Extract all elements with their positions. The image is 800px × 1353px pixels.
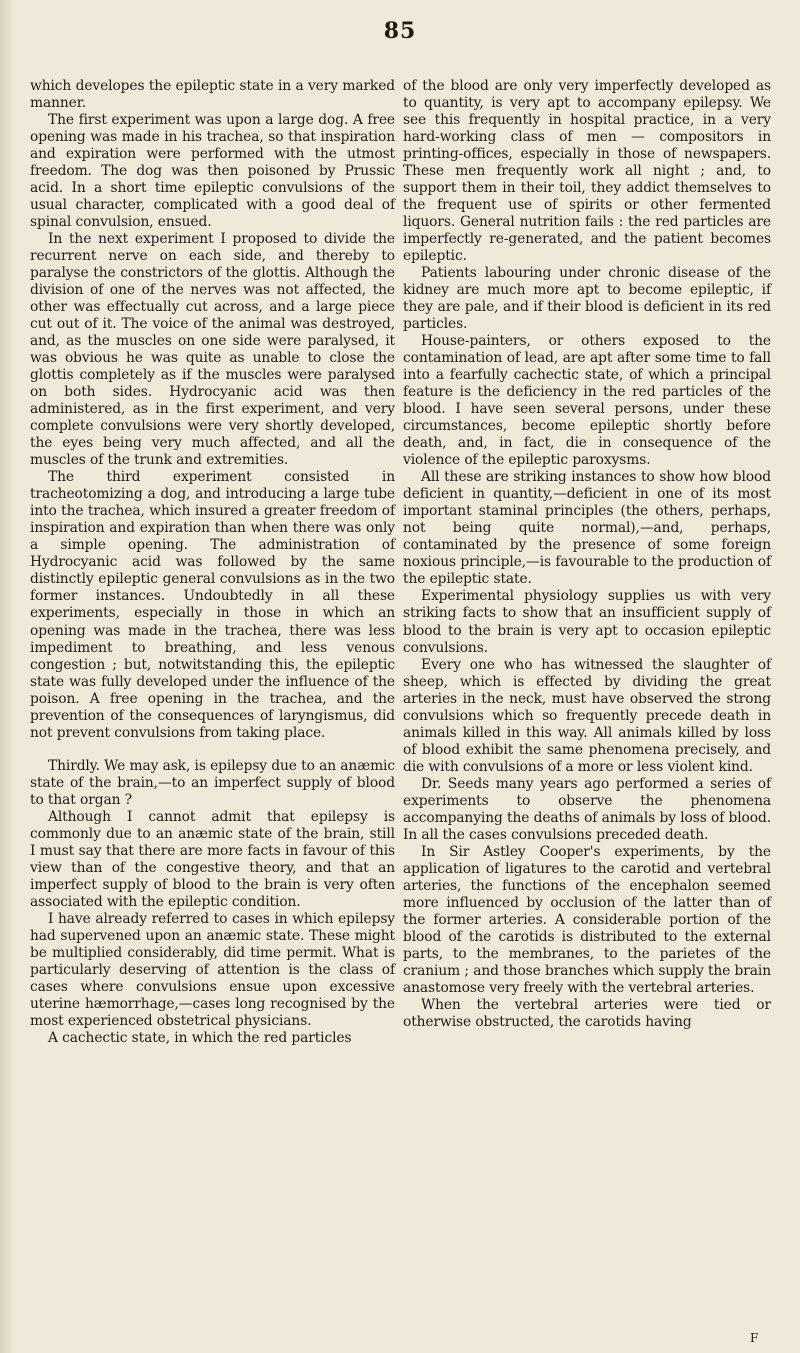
paragraph: Thirdly. We may ask, is epilepsy due to an anæmic state of the brain,—to an imperfect supply of blood to that organ ?: [30, 757, 395, 808]
paragraph: of the blood are only very imperfectly developed as to quantity, is very apt to accompany epilepsy. We see this frequently in hospital practice, in a very hard-working class of men — compositors in printing-offices, especially in those of newspapers. These men frequently work all night ; and, to support them in their toil, they addict themselves to the frequent use of spirits or other fermented liquors. General nutrition fails : the red particles are imperfectly re-generated, and the patient becomes epileptic.: [403, 78, 771, 265]
paragraph: Although I cannot admit that epilepsy is commonly due to an anæmic state of the brain, still I must say that there are more facts in favour of this view than of the congestive theory, and that an imperfect supply of blood to the brain is very often associated with the epileptic condition.: [30, 808, 395, 910]
paragraph: In the next experiment I proposed to divide the recurrent nerve on each side, and thereby to paralyse the constrictors of the glottis. Although the division of one of the nerves was not affected, the other was effectually cut across, and a large piece cut out of it. The voice of the animal was destroyed, and, as the muscles on one side were paralysed, it was obvious he was quite as unable to close the glottis completely as if the muscles were paralysed on both sides. Hydrocyanic acid was then administered, as in the first experiment, and very complete convulsions were very shortly developed, the eyes being very much affected, and all the muscles of the trunk and extremities.: [30, 231, 395, 469]
paragraph: A cachectic state, in which the red particles: [48, 1029, 352, 1046]
paragraph: When the vertebral arteries were tied or otherwise obstructed, the carotids having: [403, 996, 771, 1030]
paragraph: Experimental physiology supplies us with very striking facts to show that an insufficient supply of blood to the brain is very apt to occasion epileptic convulsions.: [403, 588, 771, 656]
page-number: 85: [383, 18, 417, 44]
paragraph: All these are striking instances to show how blood deficient in quantity,—deficient in one of its most important staminal principles (the others, perhaps, not being quite normal),—and, perhaps, contaminated by the presence of some foreign noxious principle,—is favourable to the production of the epileptic state.: [403, 469, 771, 588]
paragraph: House-painters, or others exposed to the contamination of lead, are apt after some time to fall into a fearfully cachectic state, of which a principal feature is the deficiency in the red particles of the blood. I have seen several persons, under these circumstances, become epileptic shortly before death, and, in fact, die in consequence of the violence of the epileptic paroxysms.: [403, 333, 771, 469]
paragraph: which developes the epileptic state in a very marked manner.: [30, 78, 395, 112]
signature-mark: F: [750, 1331, 759, 1345]
paragraph: In Sir Astley Cooper's experiments, by the application of ligatures to the carotid and vertebral arteries, the functions of the encephalon seemed more influenced by occlusion of the latter than of the former arteries. A considerable portion of the blood of the carotids is distributed to the external parts, to the membranes, to the parietes of the cranium ; and those branches which supply the brain anastomose very freely with the vertebral arteries.: [403, 843, 771, 996]
paragraph: The first experiment was upon a large dog. A free opening was made in his trachea, so that inspiration and expiration were performed with the utmost freedom. The dog was then poisoned by Prussic acid. In a short time epileptic convulsions of the usual character, complicated with a good deal of spinal convulsion, ensued.: [30, 112, 395, 231]
paragraph: Every one who has witnessed the slaughter of sheep, which is effected by dividing the great arteries in the neck, must have observed the strong convulsions which so frequently precede death in animals killed in this way. All animals killed by loss of blood exhibit the same phenomena precisely, and die with convulsions of a more or less violent kind.: [403, 656, 771, 775]
page-edge-shadow: [0, 0, 14, 1353]
paragraph: Dr. Seeds many years ago performed a series of experiments to observe the phenomena accompanying the deaths of animals by loss of blood. In all the cases convulsions preceded death.: [403, 775, 771, 843]
right-text-column: [403, 78, 771, 1031]
paragraph: The third experiment consisted in tracheotomizing a dog, and introducing a large tube into the trachea, which insured a greater freedom of inspiration and expiration than when there was only a simple opening. The administration of Hydrocyanic acid was followed by the same distinctly epileptic general convulsions as in the two former instances. Undoubtedly in all these experiments, especially in those in which an opening was made in the trachea, there was less impediment to breathing, and less venous congestion ; but, notwitstanding this, the epileptic state was fully developed under the influence of the poison. A free opening in the trachea, and the prevention of the consequences of laryngismus, did not prevent convulsions from taking place.: [30, 469, 395, 741]
left-text-column: [30, 78, 395, 1047]
paragraph: Patients labouring under chronic disease of the kidney are much more apt to become epileptic, if they are pale, and if their blood is deficient in its red particles.: [403, 265, 771, 333]
paragraph: I have already referred to cases in which epilepsy had supervened upon an anæmic state. These might be multiplied considerably, did time permit. What is particularly deserving of attention is the class of cases where convulsions ensue upon excessive uterine hæmorrhage,—cases long recognised by the most experienced obstetrical physicians.: [30, 910, 395, 1029]
